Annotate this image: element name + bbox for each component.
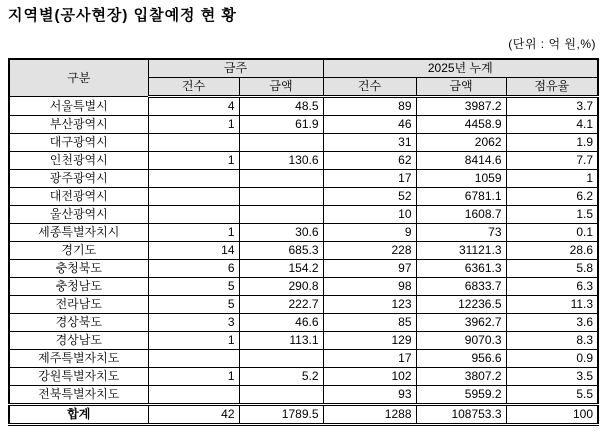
share-cell: 1.9 xyxy=(506,134,598,152)
total-cum-count: 1288 xyxy=(323,405,416,425)
cum-count-cell: 62 xyxy=(323,152,416,170)
share-cell: 7.7 xyxy=(506,152,598,170)
week-amount-cell: 154.2 xyxy=(239,260,323,278)
week-count-cell: 3 xyxy=(148,314,239,332)
header-cum-count: 건수 xyxy=(323,78,416,97)
share-cell: 8.3 xyxy=(506,332,598,350)
week-amount-cell xyxy=(239,206,323,224)
week-count-cell: 1 xyxy=(148,368,239,386)
cum-count-cell: 89 xyxy=(323,97,416,116)
cum-amount-cell: 73 xyxy=(416,224,506,242)
share-cell: 4.1 xyxy=(506,116,598,134)
table-row xyxy=(9,134,598,152)
share-cell: 1.5 xyxy=(506,206,598,224)
cum-amount-cell: 3807.2 xyxy=(416,368,506,386)
cum-count-cell: 93 xyxy=(323,386,416,405)
table-row xyxy=(9,278,598,296)
region-cell: 세종특별자치시 xyxy=(9,224,148,242)
header-week-count: 건수 xyxy=(148,78,239,97)
region-cell: 전북특별자치도 xyxy=(9,386,148,405)
cum-amount-cell: 12236.5 xyxy=(416,296,506,314)
week-count-cell xyxy=(148,350,239,368)
total-week-count: 42 xyxy=(148,405,239,425)
header-cum-amount: 금액 xyxy=(416,78,506,97)
total-label: 합계 xyxy=(9,405,148,425)
week-amount-cell: 685.3 xyxy=(239,242,323,260)
cum-amount-cell: 6833.7 xyxy=(416,278,506,296)
table-row xyxy=(9,206,598,224)
cum-count-cell: 17 xyxy=(323,350,416,368)
week-amount-cell: 48.5 xyxy=(239,97,323,116)
cum-count-cell: 98 xyxy=(323,278,416,296)
share-cell: 5.5 xyxy=(506,386,598,405)
table-footer xyxy=(9,405,598,425)
header-this-week: 금주 xyxy=(148,59,323,78)
share-cell: 1 xyxy=(506,170,598,188)
cum-amount-cell: 956.6 xyxy=(416,350,506,368)
share-cell: 0.9 xyxy=(506,350,598,368)
region-cell: 경기도 xyxy=(9,242,148,260)
week-count-cell: 1 xyxy=(148,152,239,170)
cum-amount-cell: 5959.2 xyxy=(416,386,506,405)
week-count-cell: 5 xyxy=(148,296,239,314)
table-body xyxy=(9,97,598,405)
cum-amount-cell: 2062 xyxy=(416,134,506,152)
cum-amount-cell: 1059 xyxy=(416,170,506,188)
region-cell: 대전광역시 xyxy=(9,188,148,206)
header-gubun: 구분 xyxy=(9,59,148,97)
total-row xyxy=(9,405,598,425)
week-amount-cell: 61.9 xyxy=(239,116,323,134)
week-count-cell: 14 xyxy=(148,242,239,260)
region-cell: 울산광역시 xyxy=(9,206,148,224)
cum-amount-cell: 3962.7 xyxy=(416,314,506,332)
share-cell: 0.1 xyxy=(506,224,598,242)
header-row-groups xyxy=(9,59,598,78)
table-row xyxy=(9,368,598,386)
region-bid-table xyxy=(8,58,599,426)
total-cum-amount: 108753.3 xyxy=(416,405,506,425)
header-week-amount: 금액 xyxy=(239,78,323,97)
cum-amount-cell: 9070.3 xyxy=(416,332,506,350)
cum-count-cell: 102 xyxy=(323,368,416,386)
cum-count-cell: 123 xyxy=(323,296,416,314)
table-row xyxy=(9,224,598,242)
cum-amount-cell: 6781.1 xyxy=(416,188,506,206)
region-cell: 광주광역시 xyxy=(9,170,148,188)
table-row xyxy=(9,386,598,405)
page-title: 지역별(공사현장) 입찰예정 현 황 xyxy=(8,7,237,24)
week-count-cell xyxy=(148,170,239,188)
share-cell: 6.3 xyxy=(506,278,598,296)
cum-count-cell: 228 xyxy=(323,242,416,260)
cum-count-cell: 97 xyxy=(323,260,416,278)
share-cell: 5.8 xyxy=(506,260,598,278)
region-cell: 서울특별시 xyxy=(9,97,148,116)
cum-count-cell: 31 xyxy=(323,134,416,152)
week-count-cell: 1 xyxy=(148,116,239,134)
region-cell: 강원특별자치도 xyxy=(9,368,148,386)
week-amount-cell: 5.2 xyxy=(239,368,323,386)
total-share: 100 xyxy=(506,405,598,425)
week-amount-cell xyxy=(239,188,323,206)
table-row xyxy=(9,97,598,116)
week-amount-cell: 130.6 xyxy=(239,152,323,170)
cum-amount-cell: 4458.9 xyxy=(416,116,506,134)
cum-count-cell: 17 xyxy=(323,170,416,188)
table-row xyxy=(9,188,598,206)
week-amount-cell: 290.8 xyxy=(239,278,323,296)
week-count-cell: 6 xyxy=(148,260,239,278)
week-count-cell xyxy=(148,386,239,405)
cum-count-cell: 129 xyxy=(323,332,416,350)
cum-count-cell: 46 xyxy=(323,116,416,134)
header-cumulative-2025: 2025년 누계 xyxy=(323,59,598,78)
table-header xyxy=(9,59,598,97)
cum-amount-cell: 6361.3 xyxy=(416,260,506,278)
cum-amount-cell: 3987.2 xyxy=(416,97,506,116)
table-row xyxy=(9,152,598,170)
week-count-cell: 5 xyxy=(148,278,239,296)
region-cell: 경상남도 xyxy=(9,332,148,350)
week-count-cell: 1 xyxy=(148,224,239,242)
week-amount-cell xyxy=(239,386,323,405)
region-cell: 인천광역시 xyxy=(9,152,148,170)
share-cell: 3.5 xyxy=(506,368,598,386)
total-week-amount: 1789.5 xyxy=(239,405,323,425)
header-share: 점유율 xyxy=(506,78,598,97)
week-count-cell: 4 xyxy=(148,97,239,116)
table-row xyxy=(9,242,598,260)
week-amount-cell xyxy=(239,134,323,152)
table-row xyxy=(9,260,598,278)
region-cell: 충청북도 xyxy=(9,260,148,278)
week-amount-cell xyxy=(239,170,323,188)
cum-amount-cell: 8414.6 xyxy=(416,152,506,170)
week-amount-cell: 113.1 xyxy=(239,332,323,350)
week-amount-cell: 46.6 xyxy=(239,314,323,332)
share-cell: 6.2 xyxy=(506,188,598,206)
week-count-cell xyxy=(148,206,239,224)
table-row xyxy=(9,296,598,314)
share-cell: 11.3 xyxy=(506,296,598,314)
region-cell: 제주특별자치도 xyxy=(9,350,148,368)
week-amount-cell: 222.7 xyxy=(239,296,323,314)
cum-count-cell: 9 xyxy=(323,224,416,242)
table-row xyxy=(9,116,598,134)
cum-amount-cell: 1608.7 xyxy=(416,206,506,224)
region-cell: 충청남도 xyxy=(9,278,148,296)
week-count-cell xyxy=(148,134,239,152)
region-cell: 부산광역시 xyxy=(9,116,148,134)
share-cell: 28.6 xyxy=(506,242,598,260)
share-cell: 3.6 xyxy=(506,314,598,332)
table-row xyxy=(9,332,598,350)
table-row xyxy=(9,314,598,332)
week-count-cell xyxy=(148,188,239,206)
cum-amount-cell: 31121.3 xyxy=(416,242,506,260)
cum-count-cell: 85 xyxy=(323,314,416,332)
region-cell: 경상북도 xyxy=(9,314,148,332)
region-cell: 전라남도 xyxy=(9,296,148,314)
unit-label: (단위 : 억 원,%) xyxy=(508,37,596,51)
week-amount-cell xyxy=(239,350,323,368)
cum-count-cell: 52 xyxy=(323,188,416,206)
share-cell: 3.7 xyxy=(506,97,598,116)
week-count-cell: 1 xyxy=(148,332,239,350)
table-row xyxy=(9,350,598,368)
cum-count-cell: 10 xyxy=(323,206,416,224)
table-row xyxy=(9,170,598,188)
region-cell: 대구광역시 xyxy=(9,134,148,152)
week-amount-cell: 30.6 xyxy=(239,224,323,242)
